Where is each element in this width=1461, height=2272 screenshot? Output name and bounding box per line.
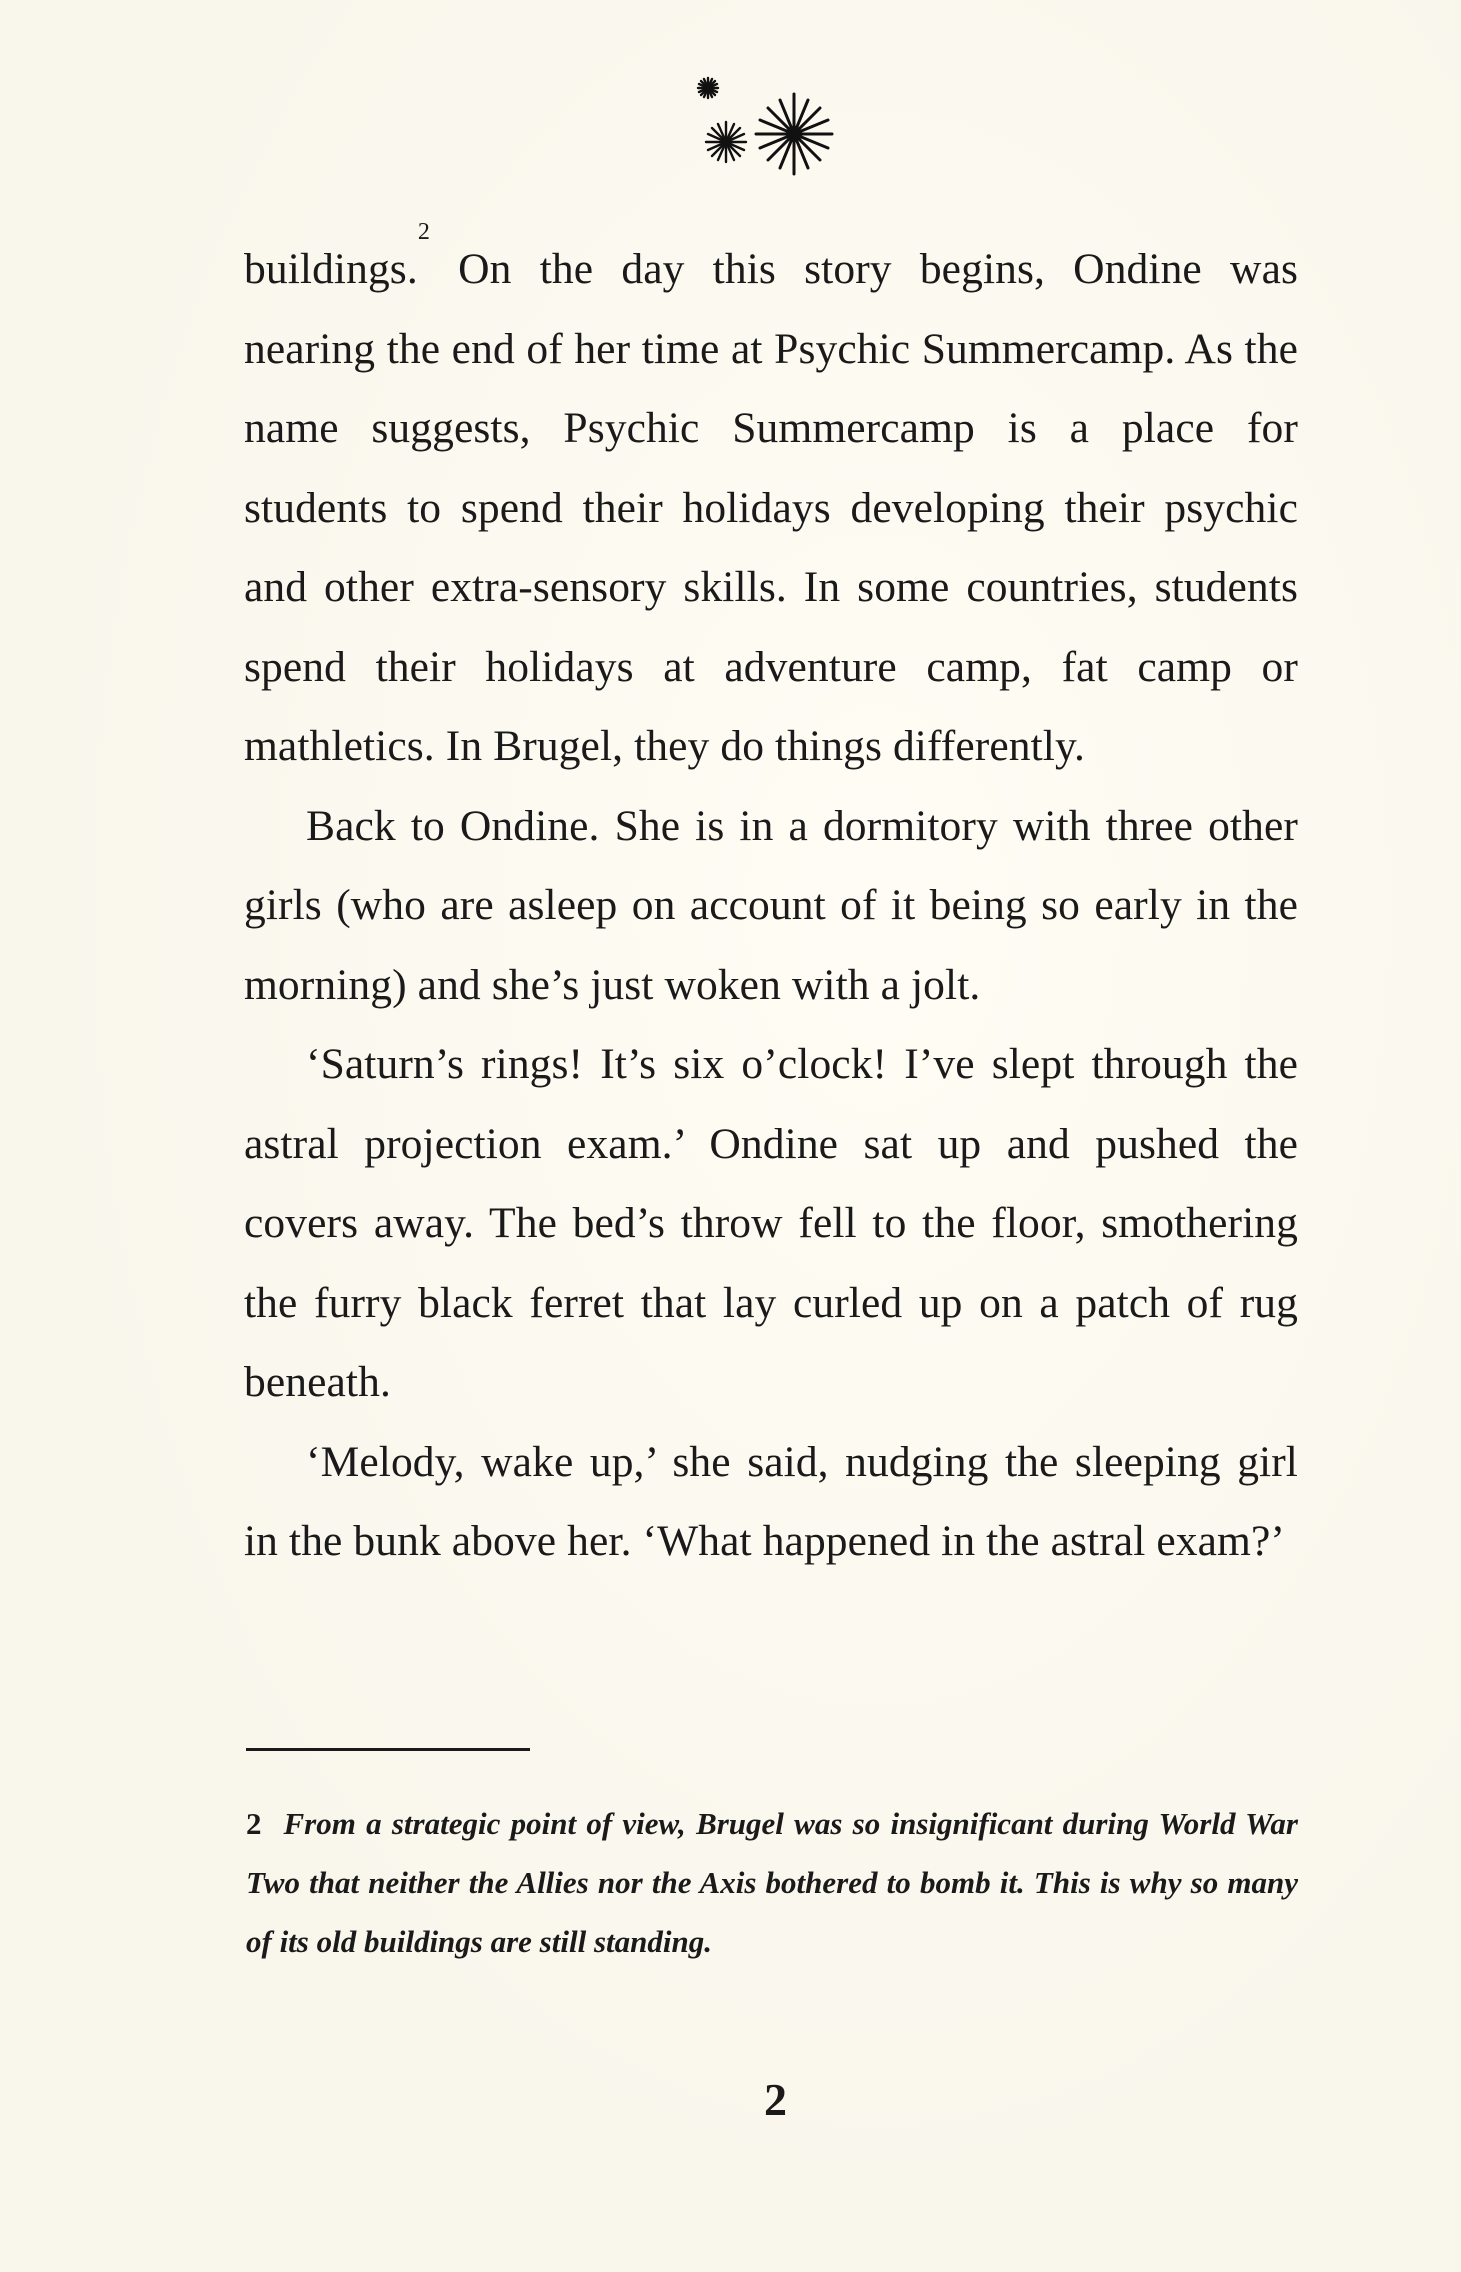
- paragraph-1-start: buildings.: [244, 245, 418, 293]
- paragraph-3: ‘Saturn’s rings! It’s six o’clock! I’ve slept through the astral projection exam.’ Ondine sat up and pushed the covers away. The bed’s throw fell to the floor, smothering the furry black ferret that lay curled up on a patch of rug beneath.: [244, 1040, 1298, 1406]
- body-text: [244, 219, 1298, 1582]
- stars-ornament-icon: [690, 66, 860, 186]
- page-number: 2: [764, 2074, 787, 2125]
- footnote-text: From a strategic point of view, Brugel was so insignificant during World War Two that neither the Allies nor the Axis bothered to bomb it. This is why so many of its old buildings are still standing.: [246, 1806, 1298, 1959]
- paragraph-1: [244, 219, 1298, 787]
- paragraph-4: ‘Melody, wake up,’ she said, nudging the sleeping girl in the bunk above her. ‘What happened in the astral exam?’: [244, 1437, 1298, 1565]
- footnote: [246, 1794, 1298, 1971]
- footnote-number: 2: [246, 1806, 262, 1841]
- footnote-divider: [246, 1748, 530, 1751]
- footnote-reference: 2: [417, 219, 430, 245]
- paragraph-2: Back to Ondine. She is in a dormitory with three other girls (who are asleep on account of it being so early in the morning) and she’s just woken with a jolt.: [244, 801, 1298, 1009]
- paragraph-1-rest: On the day this story begins, Ondine was nearing the end of her time at Psychic Summercamp. As the name suggests, Psychic Summercamp is a place for students to spend their holidays developing their psychic and other extra-sensory skills. In some countries, students spend their holidays at adventure camp, fat camp or mathletics. In Brugel, they do things differently.: [244, 245, 1298, 770]
